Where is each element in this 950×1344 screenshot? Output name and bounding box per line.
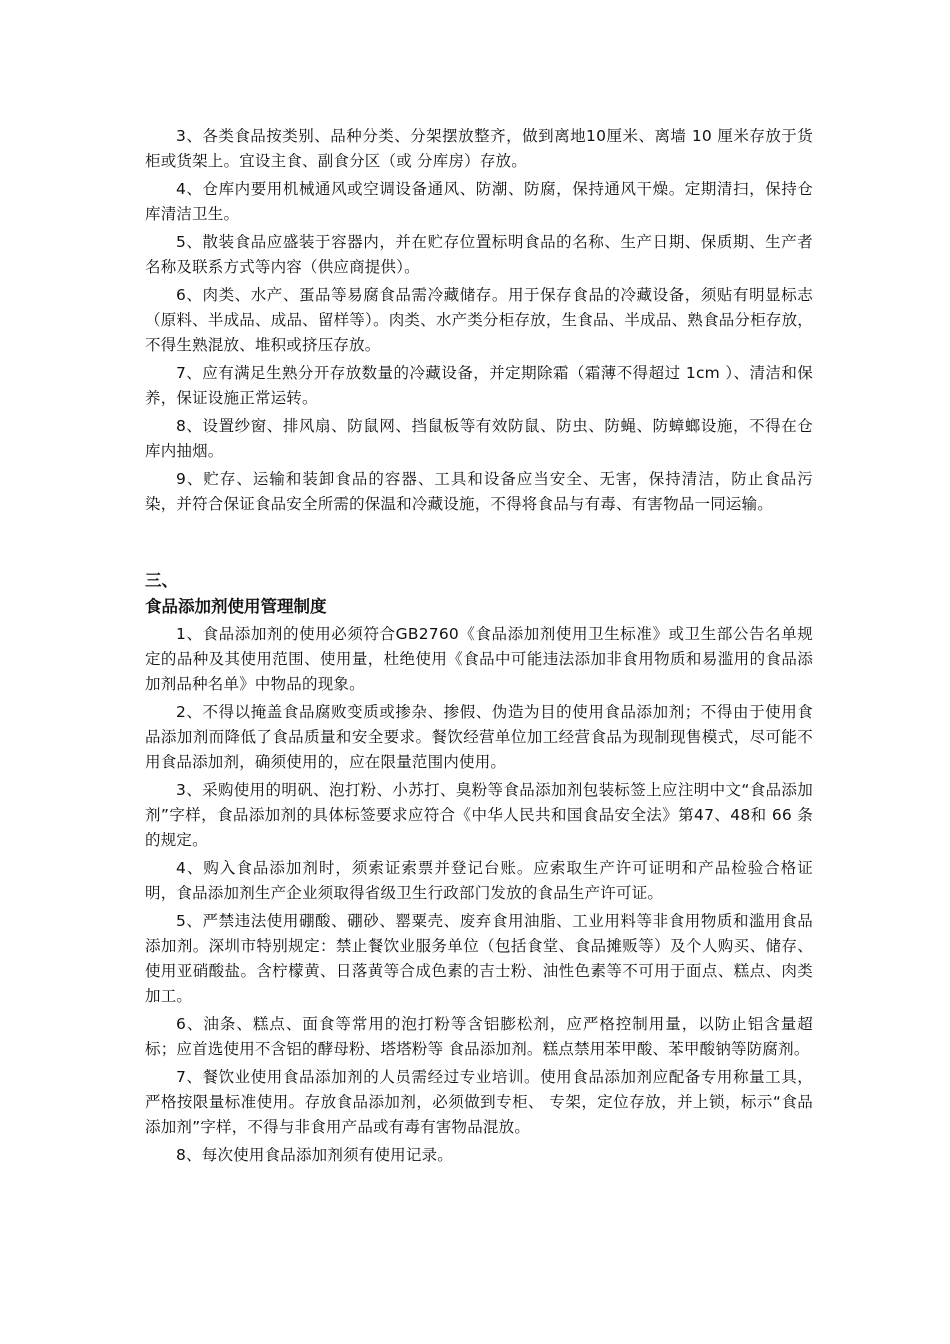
storage-rule-3: 3、各类食品按类别、品种分类、分架摆放整齐，做到离地10厘米、离墙 10 厘米存放于货柜或货架上。宜设主食、副食分区（或 分库房）存放。	[145, 127, 813, 170]
section-spacer	[145, 520, 813, 568]
additive-rule-6: 6、油条、糕点、面食等常用的泡打粉等含铝膨松剂，应严格控制用量，以防止铝含量超标；应首选使用不含铝的酵母粉、塔塔粉等 食品添加剂。糕点禁用苯甲酸、苯甲酸钠等防腐剂。	[145, 1015, 813, 1058]
additive-rules-section	[145, 568, 813, 1168]
additive-rule-3: 3、采购使用的明矾、泡打粉、小苏打、臭粉等食品添加剂包装标签上应注明中文“食品添加剂”字样，食品添加剂的具体标签要求应符合《中华人民共和国食品安全法》第47、48和 66 条的规定。	[145, 781, 813, 849]
section-title: 食品添加剂使用管理制度	[145, 597, 327, 616]
additive-rule-1: 1、食品添加剂的使用必须符合GB2760《食品添加剂使用卫生标准》或卫生部公告名单规定的品种及其使用范围、使用量，杜绝使用《食品中可能违法添加非食用物质和易滥用的食品添加剂品种名单》中物品的现象。	[145, 625, 813, 693]
document-body	[145, 124, 813, 1171]
storage-rules-section	[145, 124, 813, 517]
additive-rule-4: 4、购入食品添加剂时，须索证索票并登记台账。应索取生产许可证明和产品检验合格证明，食品添加剂生产企业须取得省级卫生行政部门发放的食品生产许可证。	[145, 859, 813, 902]
storage-rule-6: 6、肉类、水产、蛋品等易腐食品需冷藏储存。用于保存食品的冷藏设备，须贴有明显标志（原料、半成品、成品、留样等）。肉类、水产类分柜存放，生食品、半成品、熟食品分柜存放，不得生熟混放、堆积或挤压存放。	[145, 286, 813, 354]
section-number: 三、	[145, 571, 178, 590]
storage-rule-7: 7、应有满足生熟分开存放数量的冷藏设备，并定期除霜（霜薄不得超过 1cm ）、清洁和保养，保证设施正常运转。	[145, 364, 813, 407]
storage-rule-4: 4、仓库内要用机械通风或空调设备通风、防潮、防腐，保持通风干燥。定期清扫，保持仓库清洁卫生。	[145, 180, 813, 223]
additive-rule-8: 8、每次使用食品添加剂须有使用记录。	[176, 1146, 453, 1164]
additive-rule-7: 7、餐饮业使用食品添加剂的人员需经过专业培训。使用食品添加剂应配备专用称量工具，严格按限量标准使用。存放食品添加剂，必须做到专柜、 专架，定位存放，并上锁，标示“食品添加剂”字样，不得与非食用产品或有毒有害物品混放。	[145, 1068, 813, 1136]
additive-rule-5: 5、严禁违法使用硼酸、硼砂、罂粟壳、废弃食用油脂、工业用料等非食用物质和滥用食品添加剂。深圳市特别规定：禁止餐饮业服务单位（包括食堂、食品摊贩等）及个人购买、储存、使用亚硝酸盐。含柠檬黄、日落黄等合成色素的吉士粉、油性色素等不可用于面点、糕点、肉类加工。	[145, 912, 813, 1005]
storage-rule-8: 8、设置纱窗、排风扇、防鼠网、挡鼠板等有效防鼠、防虫、防蝇、防蟑螂设施，不得在仓库内抽烟。	[145, 417, 813, 460]
additive-rule-2: 2、不得以掩盖食品腐败变质或掺杂、掺假、伪造为目的使用食品添加剂；不得由于使用食品添加剂而降低了食品质量和安全要求。餐饮经营单位加工经营食品为现制现售模式，尽可能不用食品添加剂，确须使用的，应在限量范围内使用。	[145, 703, 813, 771]
storage-rule-5: 5、散装食品应盛装于容器内，并在贮存位置标明食品的名称、生产日期、保质期、生产者名称及联系方式等内容（供应商提供）。	[145, 233, 813, 276]
storage-rule-9: 9、贮存、运输和装卸食品的容器、工具和设备应当安全、无害，保持清洁，防止食品污染，并符合保证食品安全所需的保温和冷藏设施，不得将食品与有毒、有害物品一同运输。	[145, 470, 813, 513]
